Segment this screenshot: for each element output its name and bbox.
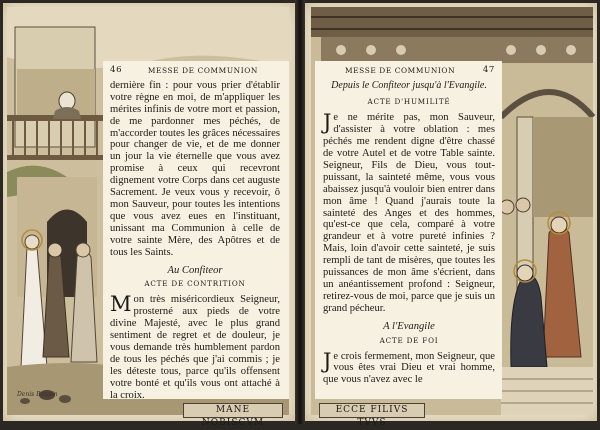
contrition-text: on très miséricordieux Seigneur, prosterné aux pieds de votre divine Majesté, avec le plus grand sentiment de regret et de douleur, je vous demande très humblement pardon de tous les péchés que j'ai commis ; je les déteste tous, parce qu'ils offensent votre bonté et qu'ils vous ont attaché à la croix. (110, 294, 280, 401)
book-gutter (295, 0, 305, 424)
dropcap-foi: J (323, 348, 332, 373)
left-text-panel (103, 61, 289, 399)
right-running-header (323, 65, 495, 77)
paragraph-humilite (323, 112, 495, 314)
left-running-title: MESSE DE COMMUNION (147, 66, 258, 75)
right-page (305, 3, 597, 428)
right-running-title: MESSE DE COMMUNION (345, 66, 456, 75)
paragraph-foi (323, 348, 495, 387)
foi-text: e crois fermement, mon Seigneur, que vous êtes vrai Dieu et vrai homme, que vous n'avez avec le (323, 350, 495, 386)
heading-acte-humilite: ACTE D'HUMILITÉ (367, 97, 451, 107)
paragraph-contrition (110, 294, 280, 401)
artist-signature: Denis Bonnin (17, 391, 58, 398)
right-page-number: 47 (482, 65, 495, 75)
humilite-text: e ne mérite pas, mon Sauveur, d'assister à votre oblation : mes péchés me rendent digne d'être chassé de votre Autel et de votre Table sainte. Seigneur, Fils de Dieu, vous tout-puissant, la sainteté même, vous vous abaissez jusqu'à vouloir bien entrer dans mon âme ! Quand j'aurais toute la sainteté des Anges et des hommes, qu'est-ce que cela, comparé à votre grandeur et à votre pureté infinies ? Mais, loin d'avoir cette sainteté, je suis rempli de tant de misères, que toutes les puissances de mon âme s'écrient, dans un anéantissement profond : Seigneur, retirez-vous de moi, parce que je suis un grand pécheur. (323, 112, 495, 314)
dropcap-humilite: J (323, 110, 332, 135)
left-running-header (110, 65, 280, 77)
left-page-number: 46 (110, 65, 123, 75)
heading-acte-contrition: ACTE DE CONTRITION (144, 279, 246, 289)
heading-acte-foi: ACTE DE FOI (379, 335, 439, 345)
heading-confiteor: Au Confiteor (167, 264, 223, 276)
subtitle-confiteor-evangile: Depuis le Confiteor jusqu'à l'Evangile. (331, 79, 487, 91)
right-text-panel (315, 61, 502, 399)
dropcap-contrition: M (110, 292, 132, 317)
left-page (3, 3, 295, 428)
heading-evangile: A l'Evangile (383, 320, 435, 332)
right-illustration-caption: ECCE FILIVS TVVS (319, 403, 425, 418)
left-illustration-caption: MANE NOBISCVM (183, 403, 283, 418)
paragraph-priere-fin: dernière fin : pour vous prier d'établir votre règne en moi, de m'appliquer les mérites infinis de votre mort et passion, de me pardonner mes péchés, de m'accorder toutes les grâces nécessaires pour changer de vie, et de me donner un jour la vie éternelle que vous avez promise à ceux qui recevront dignement votre Corps dans cet auguste Sacrement. Je veux vous y recevoir, ô mon Sauveur, pour toutes les intentions que vous avez eues en l'instituant, unissant ma Communion à celle de votre sainte Mère, des Apôtres et de tous les Saints. (110, 79, 280, 258)
